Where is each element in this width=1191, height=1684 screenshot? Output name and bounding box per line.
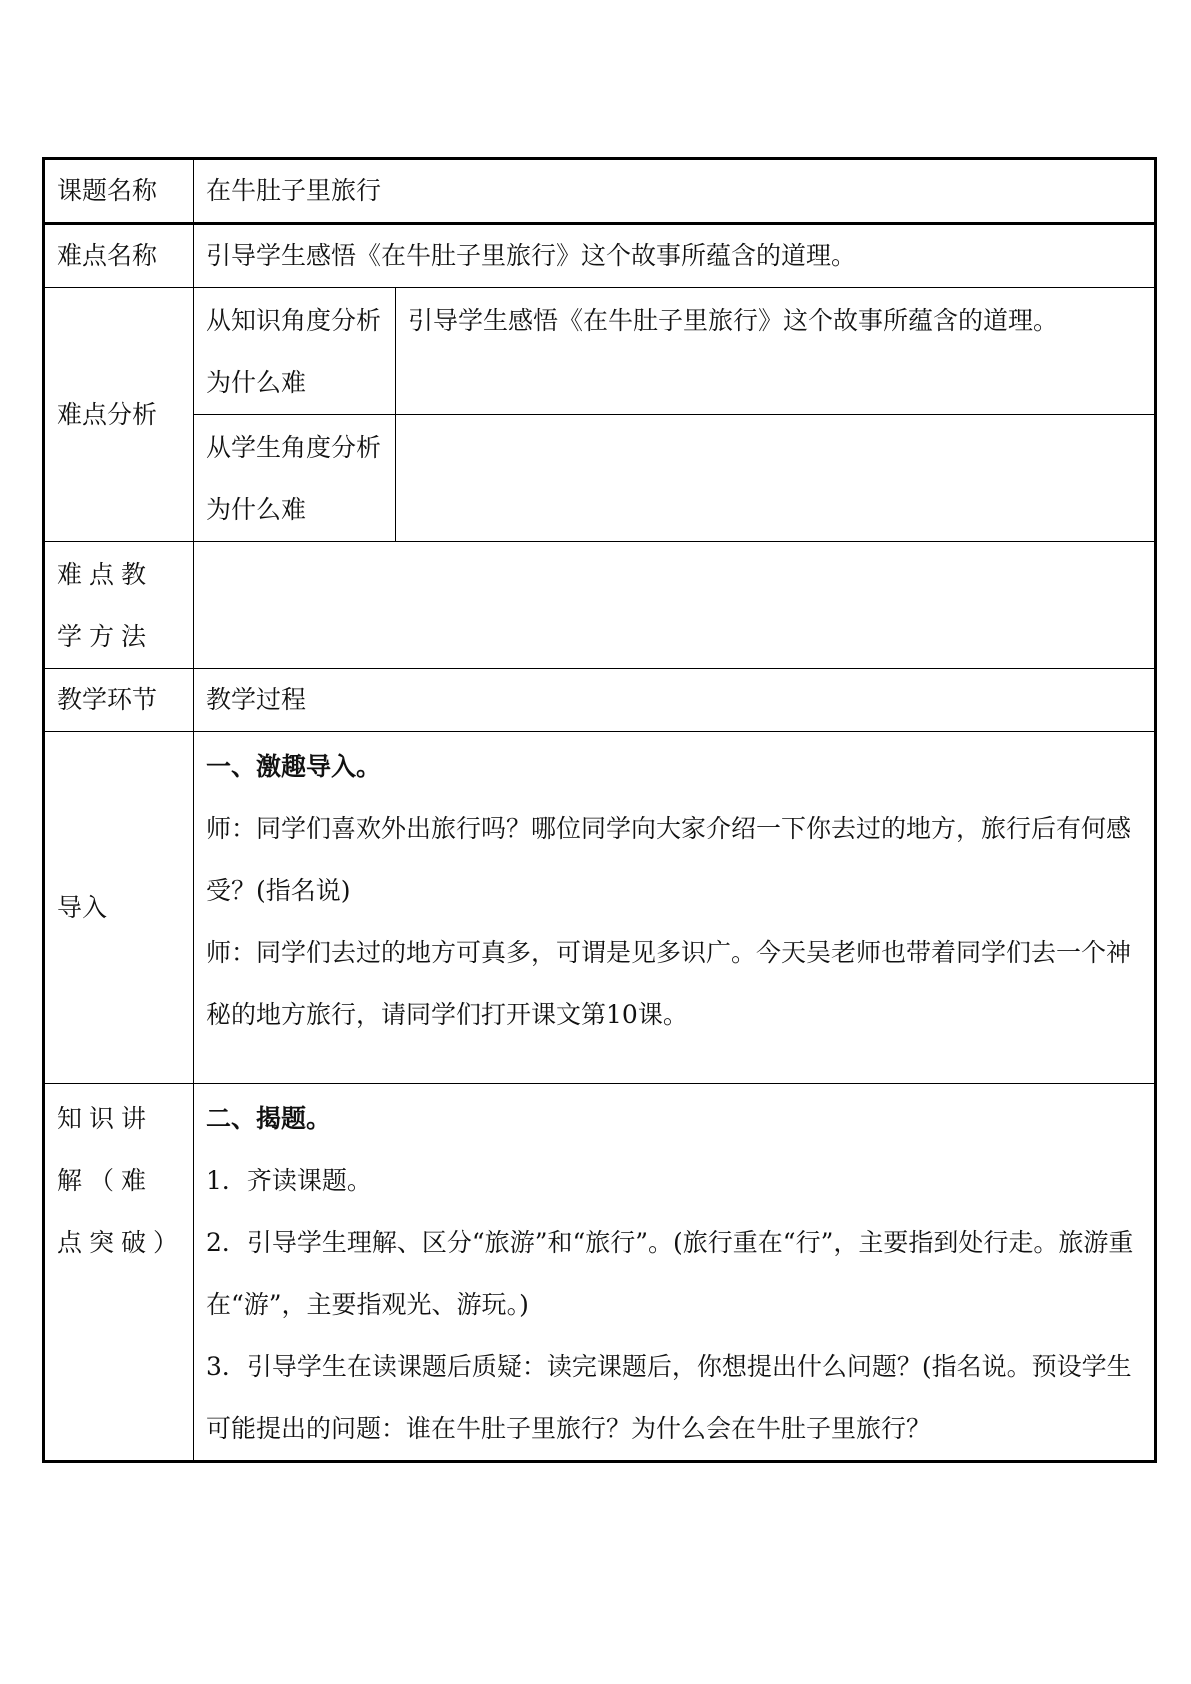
header-row-value: 教学过程 xyxy=(194,669,1156,732)
difficulty-analysis-knowledge-row xyxy=(44,288,1156,415)
teaching-method-row xyxy=(44,542,1156,669)
teaching-method-value xyxy=(194,542,1156,669)
knowledge-item: 3．引导学生在读课题后质疑：读完课题后，你想提出什么问题？(指名说。预设学生可能提出的问题：谁在牛肚子里旅行？为什么会在牛肚子里旅行？ xyxy=(206,1352,1132,1443)
header-row xyxy=(44,669,1156,732)
lesson-plan-table xyxy=(42,157,1157,1463)
intro-heading: 一、激趣导入。 xyxy=(206,752,382,781)
topic-label: 课题名称 xyxy=(44,159,194,224)
intro-paragraph: 师：同学们喜欢外出旅行吗？哪位同学向大家介绍一下你去过的地方，旅行后有何感受？(指名说) xyxy=(206,814,1132,905)
knowledge-angle-label: 从知识角度分析为什么难 xyxy=(194,288,396,415)
topic-row xyxy=(44,159,1156,224)
difficulty-name-label: 难点名称 xyxy=(44,224,194,288)
knowledge-angle-value: 引导学生感悟《在牛肚子里旅行》这个故事所蕴含的道理。 xyxy=(396,288,1156,415)
knowledge-heading: 二、揭题。 xyxy=(206,1104,332,1133)
student-angle-value xyxy=(396,415,1156,542)
difficulty-name-row xyxy=(44,224,1156,288)
knowledge-label: 知识讲解（难点突破） xyxy=(44,1084,194,1462)
header-row-label: 教学环节 xyxy=(44,669,194,732)
intro-paragraph: 师：同学们去过的地方可真多，可谓是见多识广。今天吴老师也带着同学们去一个神秘的地方旅行，请同学们打开课文第10课。 xyxy=(206,938,1132,1029)
difficulty-analysis-label: 难点分析 xyxy=(44,288,194,542)
knowledge-item: 2．引导学生理解、区分“旅游”和“旅行”。(旅行重在“行”，主要指到处行走。旅游重在“游”，主要指观光、游玩。) xyxy=(206,1228,1134,1319)
intro-content xyxy=(194,732,1156,1084)
knowledge-item: 1．齐读课题。 xyxy=(206,1166,372,1195)
teaching-method-label: 难点教学方法 xyxy=(44,542,194,669)
difficulty-name-value: 引导学生感悟《在牛肚子里旅行》这个故事所蕴含的道理。 xyxy=(194,224,1156,288)
intro-label: 导入 xyxy=(44,732,194,1084)
difficulty-analysis-student-row xyxy=(44,415,1156,542)
student-angle-label: 从学生角度分析为什么难 xyxy=(194,415,396,542)
knowledge-row xyxy=(44,1084,1156,1462)
intro-row xyxy=(44,732,1156,1084)
knowledge-content xyxy=(194,1084,1156,1462)
topic-value: 在牛肚子里旅行 xyxy=(194,159,1156,224)
